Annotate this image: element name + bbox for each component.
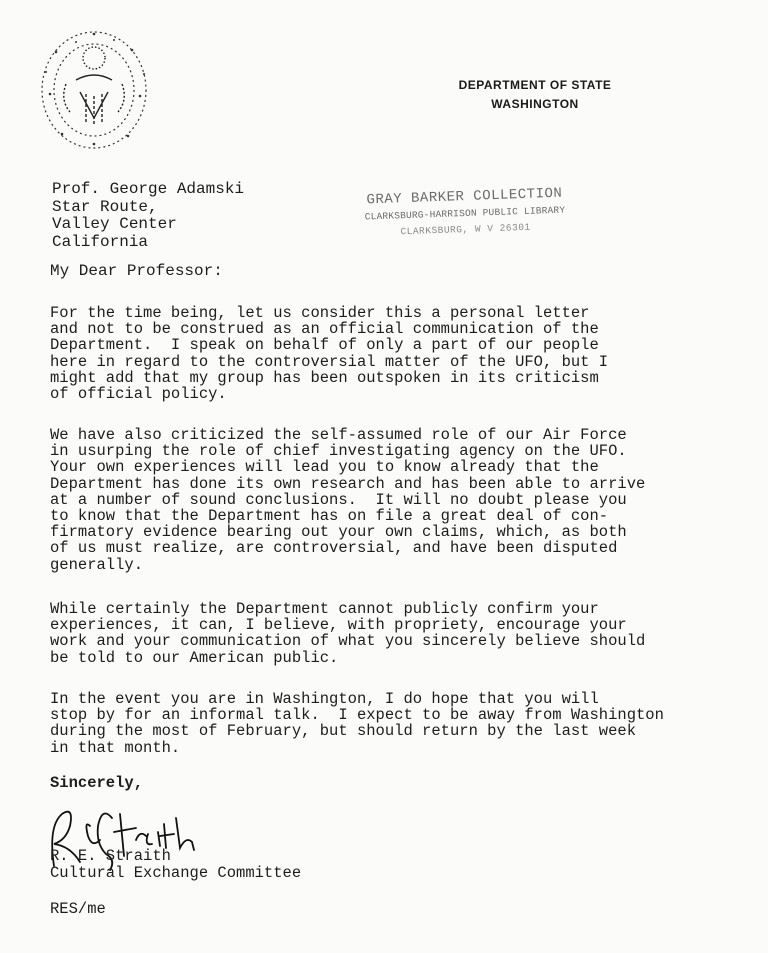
salutation: My Dear Professor:	[50, 262, 223, 280]
stamp-line-3: CLARKSBURG, W V 26301	[400, 221, 531, 238]
typist-initials: RES/me	[50, 900, 106, 918]
paragraph-1: For the time being, let us consider this a personal letter and not to be construed as an official communication of the Department. I speak on behalf of only a part of our people here in regard to the controversial matter of the UFO, but I might add that my group has been outspoken in its criticism of official policy.	[50, 304, 609, 404]
department-city: WASHINGTON	[491, 97, 579, 111]
recipient-line-2: Star Route,	[52, 197, 158, 216]
recipient-address	[52, 181, 244, 251]
department-name: DEPARTMENT OF STATE	[458, 78, 612, 92]
paragraph-2: We have also criticized the self-assumed role of our Air Force in usurping the role of chief investigating agency on the UFO. Your own experiences will lead you to know already that the Department has done its own research and has been able to arrive at a number of sound conclusions. It will no doubt please you to know that the Department has on file a great deal of con- firmatory evidence bearing out your own claims, which, as both of us must realize, are controversial, and have been disputed generally.	[50, 426, 646, 574]
signer-title: Cultural Exchange Committee	[50, 864, 302, 882]
letterhead	[420, 76, 650, 114]
closing: Sincerely,	[50, 774, 144, 792]
department-seal-icon	[36, 22, 154, 152]
recipient-line-4: California	[52, 232, 149, 251]
paragraph-4: In the event you are in Washington, I do hope that you will stop by for an informal talk. I expect to be away from Washington during the most of February, but should return by the last week in that month.	[50, 690, 664, 757]
recipient-line-3: Valley Center	[52, 215, 177, 233]
library-stamp	[339, 184, 591, 243]
paragraph-3: While certainly the Department cannot publicly confirm your experiences, it can, I believe, with propriety, encourage your work and your communication of what you sincerely believe should be told to our American public.	[50, 600, 646, 667]
stamp-line-1: GRAY BARKER COLLECTION	[366, 185, 563, 209]
signer-name: R. E. Straith	[50, 847, 171, 865]
recipient-name: Prof. George Adamski	[52, 180, 245, 198]
signer-block	[50, 848, 301, 882]
stamp-line-2: CLARKSBURG-HARRISON PUBLIC LIBRARY	[364, 204, 566, 223]
